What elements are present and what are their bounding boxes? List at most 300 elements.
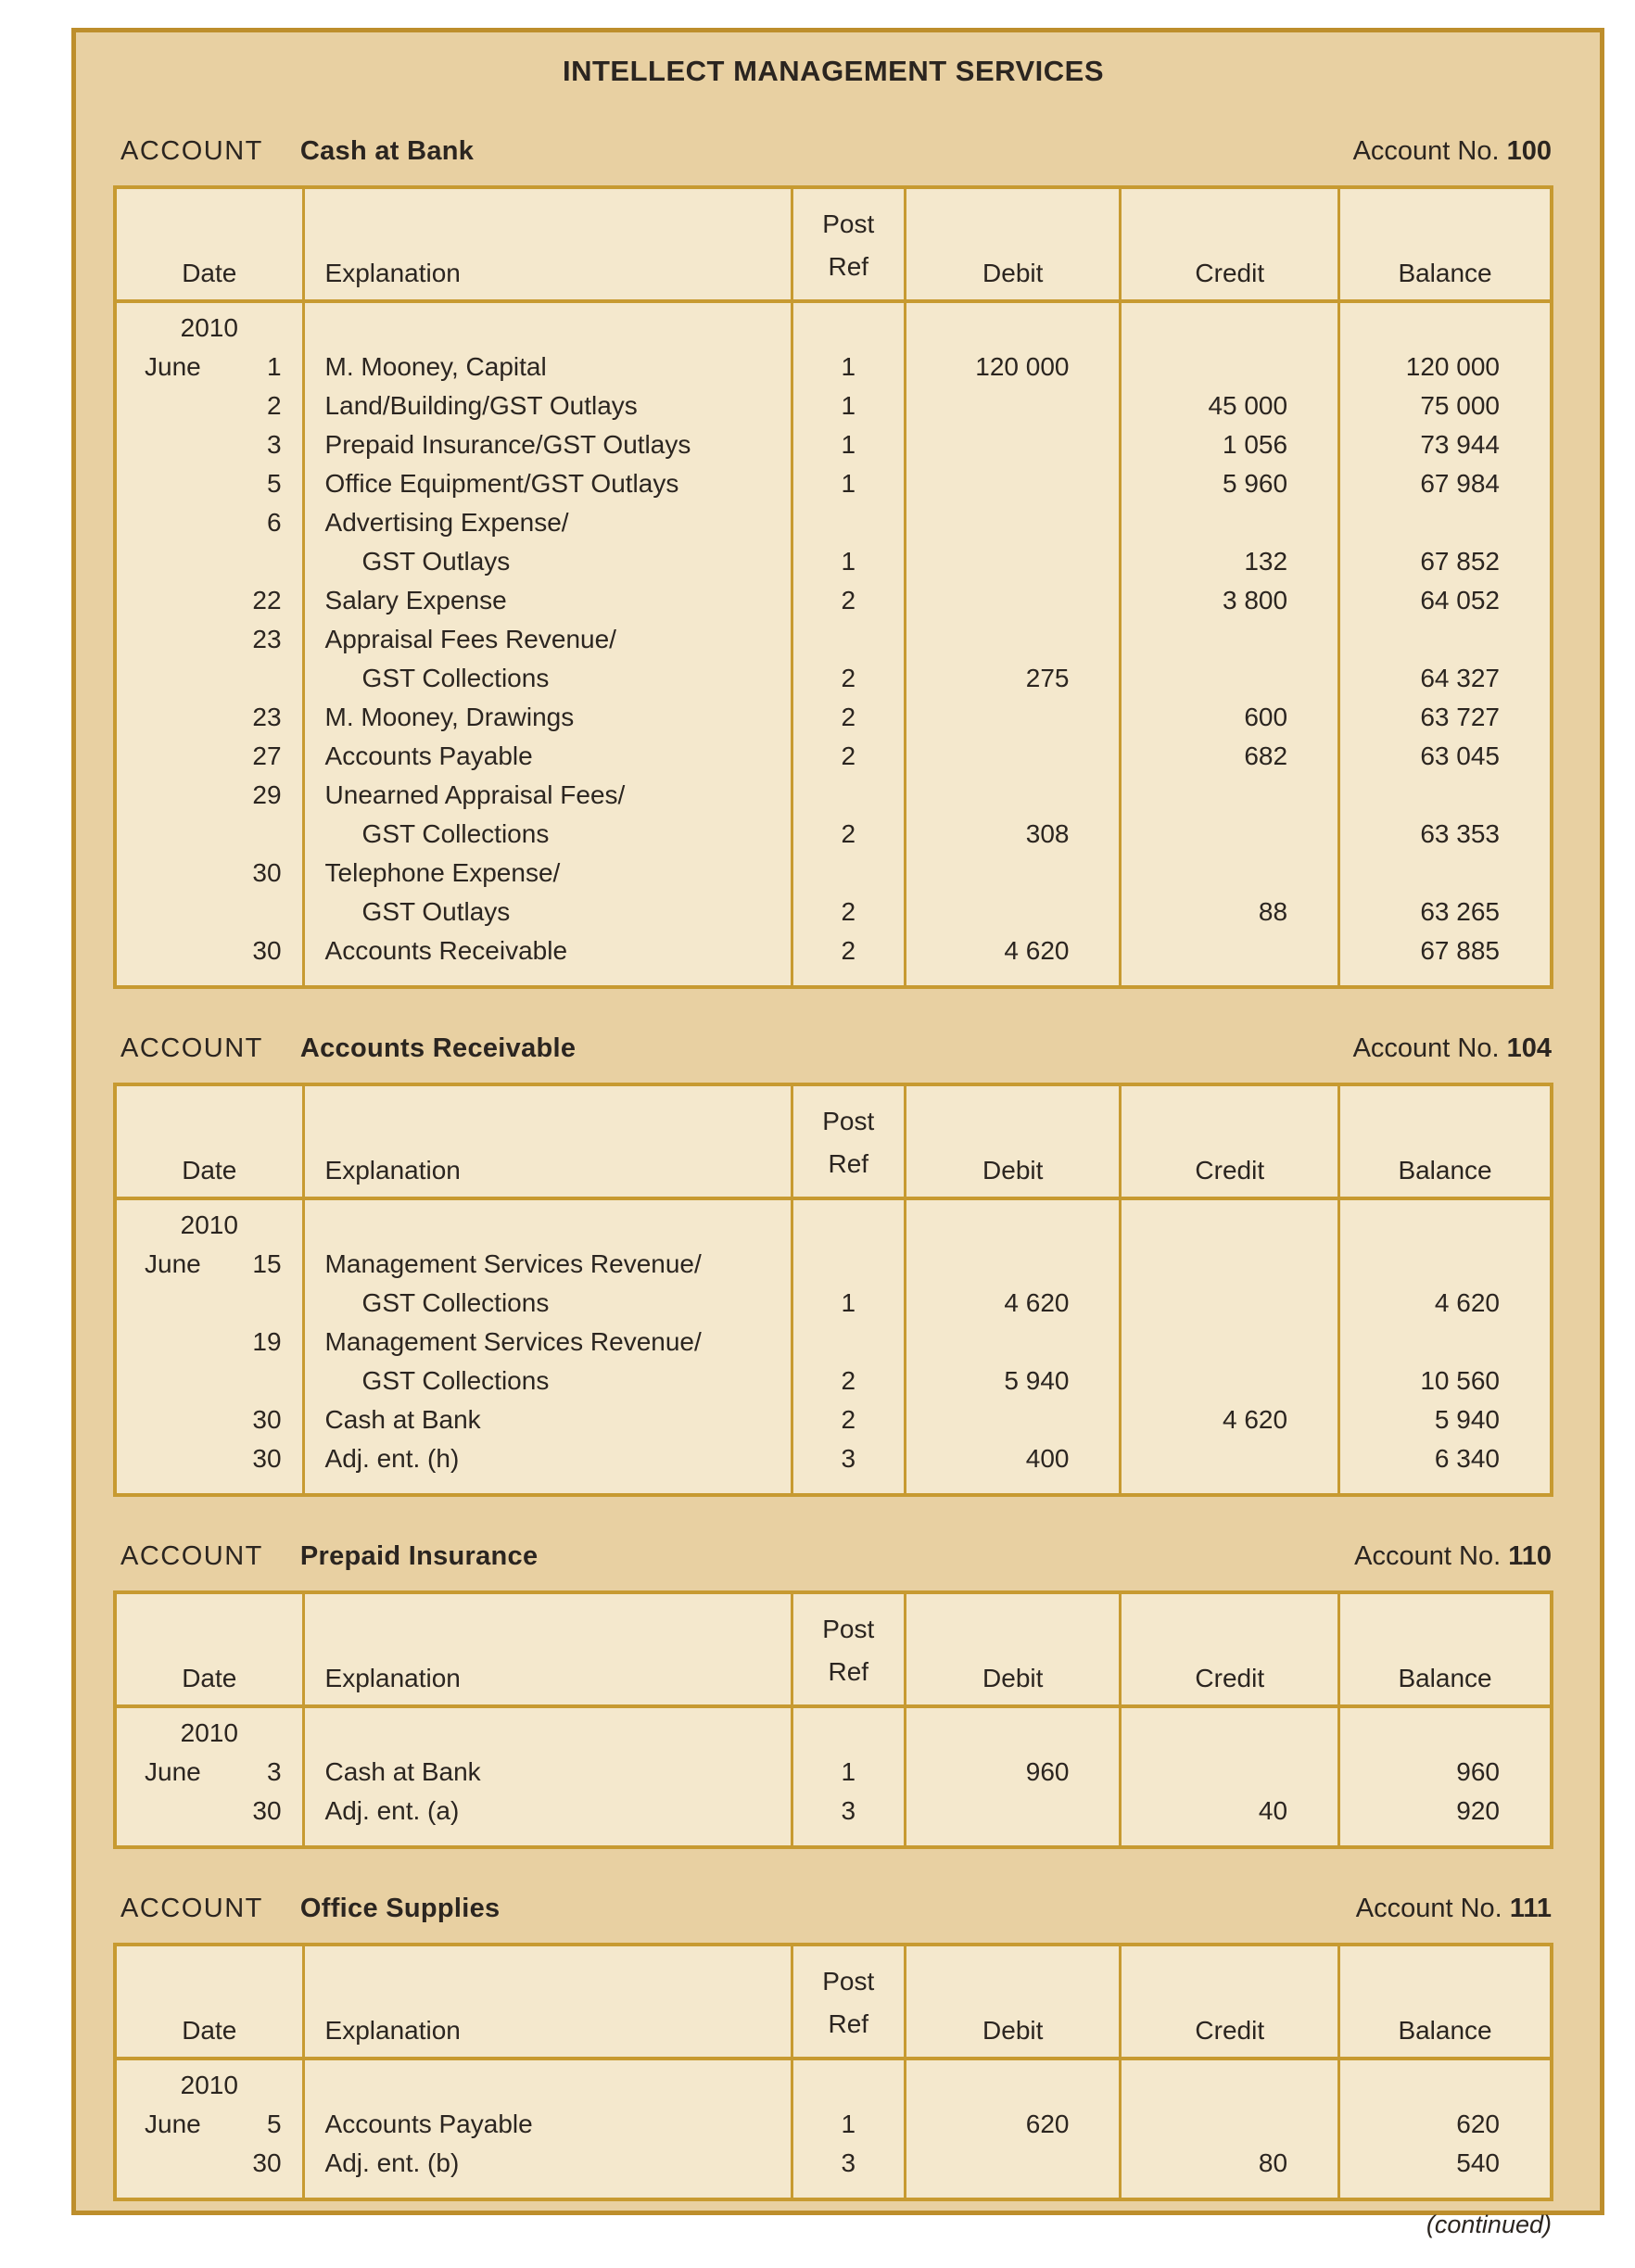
explanation-cell — [303, 1706, 792, 1753]
day-text: 1 — [266, 352, 282, 381]
debit-cell: 275 — [905, 659, 1121, 698]
ledger-row — [115, 659, 1552, 698]
post-ref-line1: Post — [822, 1107, 875, 1135]
explanation-cell — [303, 1198, 792, 1245]
day-text: 5 — [266, 469, 282, 498]
ledger-row — [115, 931, 1552, 987]
explanation-cell: Adj. ent. (a) — [303, 1792, 792, 1847]
date-cell — [115, 1284, 303, 1323]
debit-cell: 4 620 — [905, 931, 1121, 987]
debit-cell — [905, 503, 1121, 542]
account-label: ACCOUNT — [120, 1541, 263, 1571]
day-text: 30 — [252, 2148, 282, 2177]
explanation-cell: Land/Building/GST Outlays — [303, 386, 792, 425]
debit-cell — [905, 1323, 1121, 1362]
post-ref-cell: 1 — [792, 1284, 905, 1323]
credit-cell — [1121, 815, 1339, 854]
credit-cell — [1121, 1198, 1339, 1245]
explanation-cell: Management Services Revenue/ — [303, 1323, 792, 1362]
post-ref-cell — [792, 1706, 905, 1753]
ledger-header-row — [115, 1945, 1552, 2059]
day-text: 19 — [252, 1327, 282, 1356]
balance-cell: 63 353 — [1420, 819, 1500, 848]
account-label: ACCOUNT — [120, 1894, 263, 1923]
credit-cell: 600 — [1121, 698, 1339, 737]
debit-cell — [905, 698, 1121, 737]
explanation-cell: Unearned Appraisal Fees/ — [303, 776, 792, 815]
credit-cell — [1121, 348, 1339, 386]
post-ref-cell — [792, 620, 905, 659]
date-cell — [115, 659, 303, 698]
balance-cell: 67 885 — [1420, 936, 1500, 965]
explanation-cell: Salary Expense — [303, 581, 792, 620]
account-no-label: Account No. — [1354, 1541, 1502, 1571]
month-text: June — [145, 352, 201, 381]
day-text: 3 — [266, 1757, 282, 1786]
explanation-cell: GST Outlays — [303, 542, 792, 581]
balance-cell: 620 — [1456, 2110, 1500, 2138]
post-ref-cell: 2 — [792, 737, 905, 776]
account-name: Office Supplies — [299, 1894, 501, 1923]
ledger-row — [115, 776, 1552, 815]
balance-cell: 75 000 — [1420, 391, 1500, 420]
credit-cell — [1121, 620, 1339, 659]
account-name: Accounts Receivable — [299, 1033, 577, 1063]
balance-cell: 6 340 — [1434, 1444, 1500, 1473]
post-ref-cell — [792, 776, 905, 815]
credit-cell — [1121, 1706, 1339, 1753]
post-ref-line2: Ref — [828, 1149, 869, 1178]
balance-cell: 63 727 — [1420, 703, 1500, 731]
date-cell — [115, 893, 303, 931]
ledger-row — [115, 348, 1552, 386]
explanation-cell: Appraisal Fees Revenue/ — [303, 620, 792, 659]
column-header-credit: Credit — [1121, 1592, 1339, 1706]
debit-cell — [905, 1400, 1121, 1439]
day-text: 2 — [266, 391, 282, 420]
balance-cell: 4 620 — [1434, 1288, 1500, 1317]
balance-cell: 63 045 — [1420, 741, 1500, 770]
post-ref-line1: Post — [822, 209, 875, 238]
balance-cell: 64 327 — [1420, 664, 1500, 692]
balance-cell: 5 940 — [1434, 1405, 1500, 1434]
post-ref-cell: 2 — [792, 1400, 905, 1439]
column-header-post-ref — [792, 1084, 905, 1198]
post-ref-cell: 1 — [792, 464, 905, 503]
post-ref-line1: Post — [822, 1615, 875, 1643]
post-ref-cell: 2 — [792, 1362, 905, 1400]
balance-cell — [1339, 854, 1552, 893]
balance-cell: 64 052 — [1420, 586, 1500, 615]
credit-cell — [1121, 2105, 1339, 2144]
ledger-row — [115, 503, 1552, 542]
balance-cell: 540 — [1456, 2148, 1500, 2177]
column-header-explanation: Explanation — [303, 1592, 792, 1706]
credit-cell — [1121, 1362, 1339, 1400]
explanation-cell: Cash at Bank — [303, 1400, 792, 1439]
post-ref-cell: 1 — [792, 425, 905, 464]
column-header-balance: Balance — [1339, 187, 1552, 301]
explanation-cell: Adj. ent. (b) — [303, 2144, 792, 2199]
debit-cell — [905, 1245, 1121, 1284]
ledger-table-office-supplies — [113, 1943, 1553, 2201]
day-text: 29 — [252, 780, 282, 809]
date-cell — [115, 815, 303, 854]
column-header-date: Date — [115, 1945, 303, 2059]
account-number: 111 — [1509, 1894, 1552, 1923]
balance-cell — [1339, 1245, 1552, 1284]
date-cell — [115, 931, 303, 987]
ledger-table-prepaid-insurance — [113, 1590, 1553, 1849]
debit-cell — [905, 776, 1121, 815]
post-ref-line2: Ref — [828, 2009, 869, 2038]
credit-cell — [1121, 931, 1339, 987]
ledger-header-row — [115, 187, 1552, 301]
explanation-cell: GST Outlays — [303, 893, 792, 931]
balance-cell — [1339, 2059, 1552, 2105]
account-header — [120, 136, 1552, 167]
ledger-row — [115, 542, 1552, 581]
balance-cell — [1339, 301, 1552, 348]
credit-cell — [1121, 1323, 1339, 1362]
date-cell — [115, 1245, 303, 1284]
ledger-row — [115, 698, 1552, 737]
post-ref-cell: 3 — [792, 1792, 905, 1847]
date-cell — [115, 1792, 303, 1847]
debit-cell — [905, 425, 1121, 464]
explanation-cell: GST Collections — [303, 815, 792, 854]
post-ref-cell — [792, 1323, 905, 1362]
year-row — [115, 1706, 1552, 1753]
month-text: June — [145, 1249, 201, 1278]
date-cell — [115, 737, 303, 776]
day-text: 30 — [252, 1444, 282, 1473]
debit-cell — [905, 854, 1121, 893]
ledger-row — [115, 1400, 1552, 1439]
credit-cell: 40 — [1121, 1792, 1339, 1847]
date-cell — [115, 425, 303, 464]
explanation-cell: Prepaid Insurance/GST Outlays — [303, 425, 792, 464]
ledger-table-cash-at-bank — [113, 185, 1553, 989]
debit-cell — [905, 542, 1121, 581]
column-header-date: Date — [115, 1592, 303, 1706]
column-header-date: Date — [115, 1084, 303, 1198]
balance-cell: 960 — [1456, 1757, 1500, 1786]
credit-cell — [1121, 301, 1339, 348]
credit-cell — [1121, 854, 1339, 893]
column-header-post-ref — [792, 1592, 905, 1706]
post-ref-line2: Ref — [828, 252, 869, 281]
debit-cell — [905, 1198, 1121, 1245]
account-number-group — [1356, 1894, 1552, 1924]
post-ref-cell: 1 — [792, 542, 905, 581]
debit-cell — [905, 2059, 1121, 2105]
explanation-cell: Adj. ent. (h) — [303, 1439, 792, 1495]
account-no-label: Account No. — [1352, 136, 1500, 166]
date-cell — [115, 464, 303, 503]
day-text: 5 — [266, 2110, 282, 2138]
account-section-office-supplies — [113, 1894, 1553, 2201]
account-number: 100 — [1506, 136, 1552, 166]
day-text: 3 — [266, 430, 282, 459]
balance-cell — [1339, 1706, 1552, 1753]
year-row — [115, 301, 1552, 348]
post-ref-cell: 2 — [792, 581, 905, 620]
day-text: 22 — [252, 586, 282, 615]
explanation-cell: GST Collections — [303, 659, 792, 698]
balance-cell — [1339, 1198, 1552, 1245]
account-label: ACCOUNT — [120, 136, 263, 166]
account-number-group — [1354, 1541, 1552, 1572]
column-header-explanation: Explanation — [303, 187, 792, 301]
year-cell: 2010 — [115, 1706, 303, 1753]
ledger-body — [115, 301, 1552, 987]
credit-cell: 3 800 — [1121, 581, 1339, 620]
ledger-row — [115, 1323, 1552, 1362]
year-row — [115, 2059, 1552, 2105]
column-header-date: Date — [115, 187, 303, 301]
debit-cell: 620 — [905, 2105, 1121, 2144]
ledger-row — [115, 737, 1552, 776]
post-ref-cell — [792, 301, 905, 348]
account-no-label: Account No. — [1352, 1033, 1500, 1063]
balance-cell: 73 944 — [1420, 430, 1500, 459]
debit-cell — [905, 1706, 1121, 1753]
ledger-row — [115, 581, 1552, 620]
explanation-cell: Telephone Expense/ — [303, 854, 792, 893]
ledger-row — [115, 425, 1552, 464]
ledger-row — [115, 1362, 1552, 1400]
explanation-cell — [303, 2059, 792, 2105]
account-name: Cash at Bank — [299, 136, 475, 166]
debit-cell — [905, 620, 1121, 659]
ledger-row — [115, 1792, 1552, 1847]
date-cell — [115, 1400, 303, 1439]
credit-cell: 1 056 — [1121, 425, 1339, 464]
explanation-cell: Office Equipment/GST Outlays — [303, 464, 792, 503]
ledger-header-row — [115, 1084, 1552, 1198]
ledger-row — [115, 815, 1552, 854]
credit-cell — [1121, 1753, 1339, 1792]
month-text: June — [145, 2110, 201, 2138]
month-text: June — [145, 1757, 201, 1786]
debit-cell — [905, 2144, 1121, 2199]
account-header — [120, 1033, 1552, 1064]
debit-cell: 308 — [905, 815, 1121, 854]
date-cell — [115, 620, 303, 659]
account-name: Prepaid Insurance — [299, 1541, 539, 1571]
balance-cell: 67 852 — [1420, 547, 1500, 576]
account-section-prepaid-insurance — [113, 1541, 1553, 1849]
year-cell: 2010 — [115, 2059, 303, 2105]
credit-cell — [1121, 2059, 1339, 2105]
date-cell — [115, 1362, 303, 1400]
debit-cell — [905, 464, 1121, 503]
credit-cell: 80 — [1121, 2144, 1339, 2199]
year-row — [115, 1198, 1552, 1245]
post-ref-cell: 1 — [792, 2105, 905, 2144]
balance-cell — [1339, 1323, 1552, 1362]
date-cell — [115, 503, 303, 542]
explanation-cell: GST Collections — [303, 1362, 792, 1400]
explanation-cell: GST Collections — [303, 1284, 792, 1323]
column-header-debit: Debit — [905, 1945, 1121, 2059]
day-text: 27 — [252, 741, 282, 770]
explanation-cell: Accounts Payable — [303, 2105, 792, 2144]
debit-cell — [905, 1792, 1121, 1847]
account-number: 104 — [1506, 1033, 1552, 1063]
debit-cell: 960 — [905, 1753, 1121, 1792]
credit-cell: 88 — [1121, 893, 1339, 931]
balance-cell: 920 — [1456, 1796, 1500, 1825]
account-number-group — [1353, 136, 1552, 167]
ledger-row — [115, 854, 1552, 893]
ledger-row — [115, 1284, 1552, 1323]
date-cell — [115, 1323, 303, 1362]
ledger-row — [115, 1245, 1552, 1284]
date-cell — [115, 386, 303, 425]
debit-cell: 5 940 — [905, 1362, 1121, 1400]
explanation-cell — [303, 301, 792, 348]
post-ref-cell — [792, 2059, 905, 2105]
day-text: 30 — [252, 1405, 282, 1434]
column-header-credit: Credit — [1121, 187, 1339, 301]
post-ref-cell: 2 — [792, 931, 905, 987]
date-cell — [115, 542, 303, 581]
explanation-cell: Accounts Payable — [303, 737, 792, 776]
post-ref-line2: Ref — [828, 1657, 869, 1686]
post-ref-line1: Post — [822, 1967, 875, 1996]
balance-cell: 63 265 — [1420, 897, 1500, 926]
credit-cell: 4 620 — [1121, 1400, 1339, 1439]
credit-cell: 132 — [1121, 542, 1339, 581]
account-number: 110 — [1508, 1541, 1552, 1571]
column-header-debit: Debit — [905, 1592, 1121, 1706]
explanation-cell: M. Mooney, Capital — [303, 348, 792, 386]
debit-cell — [905, 893, 1121, 931]
post-ref-cell — [792, 1198, 905, 1245]
continued-note: (continued) — [1426, 2211, 1552, 2238]
post-ref-cell: 1 — [792, 1753, 905, 1792]
date-cell — [115, 1753, 303, 1792]
account-label: ACCOUNT — [120, 1033, 263, 1063]
column-header-balance: Balance — [1339, 1592, 1552, 1706]
balance-cell: 67 984 — [1420, 469, 1500, 498]
balance-cell: 10 560 — [1420, 1366, 1500, 1395]
column-header-explanation: Explanation — [303, 1945, 792, 2059]
ledger-row — [115, 464, 1552, 503]
column-header-explanation: Explanation — [303, 1084, 792, 1198]
column-header-post-ref — [792, 187, 905, 301]
debit-cell — [905, 581, 1121, 620]
day-text: 30 — [252, 936, 282, 965]
date-cell — [115, 2105, 303, 2144]
page-title: INTELLECT MANAGEMENT SERVICES — [562, 55, 1105, 87]
post-ref-cell: 1 — [792, 386, 905, 425]
credit-cell: 682 — [1121, 737, 1339, 776]
ledger-row — [115, 2105, 1552, 2144]
account-section-accounts-receivable — [113, 1033, 1553, 1497]
credit-cell — [1121, 1439, 1339, 1495]
day-text: 23 — [252, 703, 282, 731]
post-ref-cell: 2 — [792, 893, 905, 931]
column-header-balance: Balance — [1339, 1945, 1552, 2059]
ledger-row — [115, 386, 1552, 425]
year-cell: 2010 — [115, 1198, 303, 1245]
debit-cell: 400 — [905, 1439, 1121, 1495]
date-cell — [115, 581, 303, 620]
credit-cell — [1121, 776, 1339, 815]
credit-cell — [1121, 659, 1339, 698]
date-cell — [115, 854, 303, 893]
credit-cell — [1121, 1284, 1339, 1323]
column-header-credit: Credit — [1121, 1084, 1339, 1198]
debit-cell: 120 000 — [905, 348, 1121, 386]
day-text: 30 — [252, 1796, 282, 1825]
post-ref-cell: 2 — [792, 698, 905, 737]
debit-cell — [905, 301, 1121, 348]
post-ref-cell: 1 — [792, 348, 905, 386]
account-header — [120, 1541, 1552, 1572]
balance-cell — [1339, 776, 1552, 815]
date-cell — [115, 1439, 303, 1495]
explanation-cell: Cash at Bank — [303, 1753, 792, 1792]
date-cell — [115, 776, 303, 815]
post-ref-cell — [792, 503, 905, 542]
ledger-body — [115, 1706, 1552, 1847]
ledger-table-accounts-receivable — [113, 1083, 1553, 1497]
ledger-body — [115, 2059, 1552, 2199]
post-ref-cell: 3 — [792, 1439, 905, 1495]
ledger-row — [115, 2144, 1552, 2199]
balance-cell: 120 000 — [1405, 352, 1500, 381]
ledger-header-row — [115, 1592, 1552, 1706]
column-header-credit: Credit — [1121, 1945, 1339, 2059]
day-text: 6 — [266, 508, 282, 537]
column-header-balance: Balance — [1339, 1084, 1552, 1198]
ledger-row — [115, 1753, 1552, 1792]
credit-cell: 45 000 — [1121, 386, 1339, 425]
post-ref-cell — [792, 1245, 905, 1284]
day-text: 23 — [252, 625, 282, 653]
column-header-post-ref — [792, 1945, 905, 2059]
post-ref-cell: 2 — [792, 659, 905, 698]
debit-cell: 4 620 — [905, 1284, 1121, 1323]
account-no-label: Account No. — [1355, 1894, 1502, 1923]
credit-cell — [1121, 503, 1339, 542]
explanation-cell: Accounts Receivable — [303, 931, 792, 987]
explanation-cell: Management Services Revenue/ — [303, 1245, 792, 1284]
debit-cell — [905, 737, 1121, 776]
post-ref-cell — [792, 854, 905, 893]
ledger-body — [115, 1198, 1552, 1495]
ledger-row — [115, 620, 1552, 659]
balance-cell — [1339, 503, 1552, 542]
explanation-cell: Advertising Expense/ — [303, 503, 792, 542]
date-cell — [115, 2144, 303, 2199]
balance-cell — [1339, 620, 1552, 659]
date-cell — [115, 348, 303, 386]
account-section-cash-at-bank — [113, 136, 1553, 989]
year-cell: 2010 — [115, 301, 303, 348]
account-header — [120, 1894, 1552, 1924]
explanation-cell: M. Mooney, Drawings — [303, 698, 792, 737]
post-ref-cell: 2 — [792, 815, 905, 854]
credit-cell — [1121, 1245, 1339, 1284]
ledger-page-frame — [71, 28, 1604, 2238]
column-header-debit: Debit — [905, 187, 1121, 301]
day-text: 30 — [252, 858, 282, 887]
